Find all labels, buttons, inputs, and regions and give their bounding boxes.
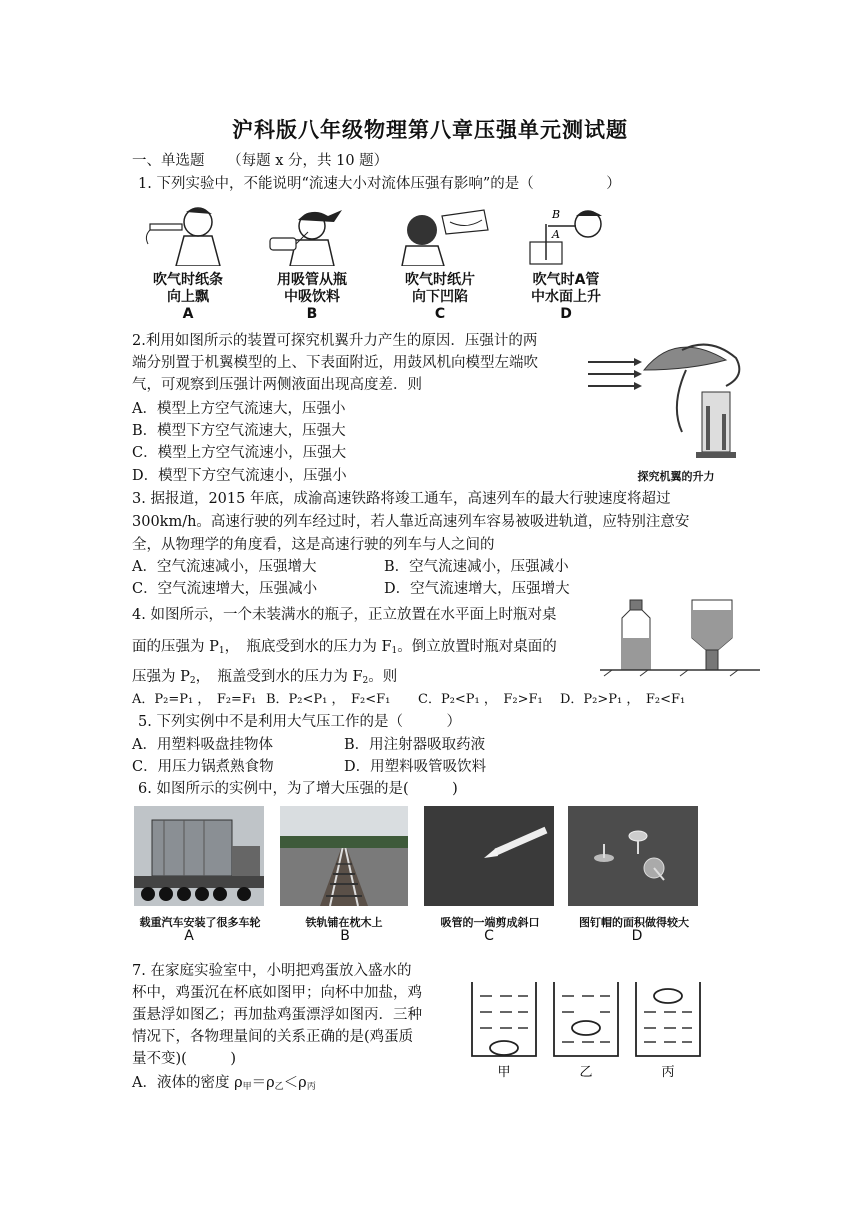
q7-line-2: 杯中，鸡蛋沉在杯底如图甲；向杯中加盐，鸡 — [132, 985, 422, 1001]
q1-fig-b-caption: 用吸管从瓶 中吸饮料 B — [250, 272, 374, 323]
q3-option-a: A．空气流速减小，压强增大 — [132, 559, 317, 575]
q4-line-3: 压强为 $P_2$， 瓶盖受到水的压力为 $F_2$。则 — [132, 669, 398, 686]
q2-line-2: 端分别置于机翼模型的上、下表面附近，用鼓风机向模型左端吹 — [132, 355, 538, 371]
q7-line-3: 蛋悬浮如图乙；再加盐鸡蛋漂浮如图丙．三种 — [132, 1007, 422, 1023]
q1-fig-d-caption: 吹气时A管 中水面上升 D — [504, 272, 628, 323]
q7-egg-figure — [462, 972, 714, 1082]
q5-option-c: C．用压力锅煮熟食物 — [132, 759, 274, 775]
q7-option-a: A．液体的密度 $\rho_甲=\rho_乙<\rho_丙$ — [132, 1075, 316, 1092]
q3-line-2: 300km/h。高速行驶的列车经过时，若人靠近高速列车容易被吸进轨道，应特别注意安 — [132, 514, 690, 530]
q3-option-c: C．空气流速增大，压强减小 — [132, 581, 318, 597]
q5-option-a: A．用塑料吸盘挂物体 — [132, 737, 273, 753]
q5-option-b: B．用注射器吸取药液 — [344, 737, 486, 753]
q4-option-a: A．P₂=P₁ ， F₂=F₁ — [132, 692, 257, 707]
q3-option-b: B．空气流速减小，压强减小 — [384, 559, 569, 575]
q3-line-1: 3. 据报道，2015 年底，成渝高速铁路将竣工通车，高速列车的最大行驶速度将超过 — [132, 491, 671, 507]
q7-label-yi: 乙 — [579, 1065, 593, 1080]
q6-letter-b: B — [340, 928, 350, 944]
q6-letter-c: C — [484, 928, 494, 944]
q6-letter-a: A — [184, 928, 194, 944]
q6-stem: 6. 如图所示的实例中，为了增大压强的是( ) — [138, 781, 458, 797]
q6-photo-truck — [134, 806, 264, 906]
q6-letter-d: D — [631, 928, 643, 944]
q7-label-jia: 甲 — [497, 1065, 511, 1080]
q1-fig-b-letter: B — [306, 306, 318, 322]
q1-fig-a-letter: A — [182, 306, 194, 322]
q6-photo-straw — [424, 806, 554, 906]
q7-line-1: 7. 在家庭实验室中，小明把鸡蛋放入盛水的 — [132, 963, 412, 979]
q2-line-3: 气，可观察到压强计两侧液面出现高度差．则 — [132, 377, 422, 393]
q1-fig-d-letter: D — [560, 306, 572, 322]
q1-fig-d-image — [516, 200, 616, 266]
q2-wing-figure — [586, 336, 756, 470]
q1-stem: 1. 下列实验中，不能说明“流速大小对流体压强有影响”的是（ ） — [138, 176, 621, 192]
q4-bottle-figure — [600, 598, 760, 678]
q6-photo-rail — [280, 806, 408, 906]
q4-line-1: 4. 如图所示，一个未装满水的瓶子，正立放置在水平面上时瓶对桌 — [132, 607, 557, 623]
q4-line-2: 面的压强为 $P_1$， 瓶底受到水的压力为 $F_1$。倒立放置时瓶对桌面的 — [132, 639, 557, 656]
q3-option-d: D．空气流速增大，压强增大 — [384, 581, 570, 597]
q6-caption-c: 吸管的一端剪成斜口 — [440, 916, 540, 929]
q1-fig-c-image — [392, 200, 492, 266]
section-note: （每题 x 分，共 10 题） — [227, 153, 389, 169]
q1-fig-a-image — [140, 200, 236, 266]
q2-option-c: C．模型上方空气流速小，压强大 — [132, 445, 347, 461]
q5-option-d: D．用塑料吸管吸饮料 — [344, 759, 487, 775]
fig-d-label-a: A — [552, 228, 560, 241]
q4-option-b: B．P₂<P₁ ， F₂<F₁ — [266, 692, 391, 707]
q5-stem: 5. 下列实例中不是利用大气压工作的是（ ） — [138, 714, 461, 730]
q1-fig-b-image — [264, 200, 360, 266]
q3-line-3: 全，从物理学的角度看，这是高速行驶的列车与人之间的 — [132, 537, 495, 553]
q2-option-a: A．模型上方空气流速大，压强小 — [132, 401, 346, 417]
q6-photo-pins — [568, 806, 698, 906]
q2-option-b: B．模型下方空气流速大，压强大 — [132, 423, 346, 439]
q6-caption-d: 图钉帽的面积做得较大 — [579, 916, 689, 929]
section-header — [132, 150, 388, 172]
q6-caption-a: 载重汽车安装了很多车轮 — [139, 916, 261, 929]
q7-line-4: 情况下，各物理量间的关系正确的是(鸡蛋质 — [132, 1029, 414, 1045]
section-label: 一、单选题 — [132, 153, 205, 169]
q4-option-c: C．P₂<P₁ ， F₂>F₁ — [418, 692, 543, 707]
q2-line-1: 2.利用如图所示的装置可探究机翼升力产生的原因．压强计的两 — [132, 333, 538, 349]
q4-option-d: D．P₂>P₁ ， F₂<F₁ — [560, 692, 686, 707]
q1-fig-a-caption: 吹气时纸条 向上飘 A — [126, 272, 250, 323]
q6-caption-b: 铁轨铺在枕木上 — [305, 916, 383, 929]
q2-fig-caption: 探究机翼的升力 — [637, 470, 715, 483]
page-title: 沪科版八年级物理第八章压强单元测试题 — [232, 118, 628, 142]
q7-line-5: 量不变)( ) — [132, 1051, 236, 1067]
q1-fig-c-caption: 吹气时纸片 向下凹陷 C — [378, 272, 502, 323]
q2-option-d: D．模型下方空气流速小，压强小 — [132, 468, 347, 484]
fig-d-label-b: B — [552, 208, 561, 221]
q7-label-bing: 丙 — [661, 1065, 675, 1080]
q1-fig-c-letter: C — [434, 306, 446, 322]
